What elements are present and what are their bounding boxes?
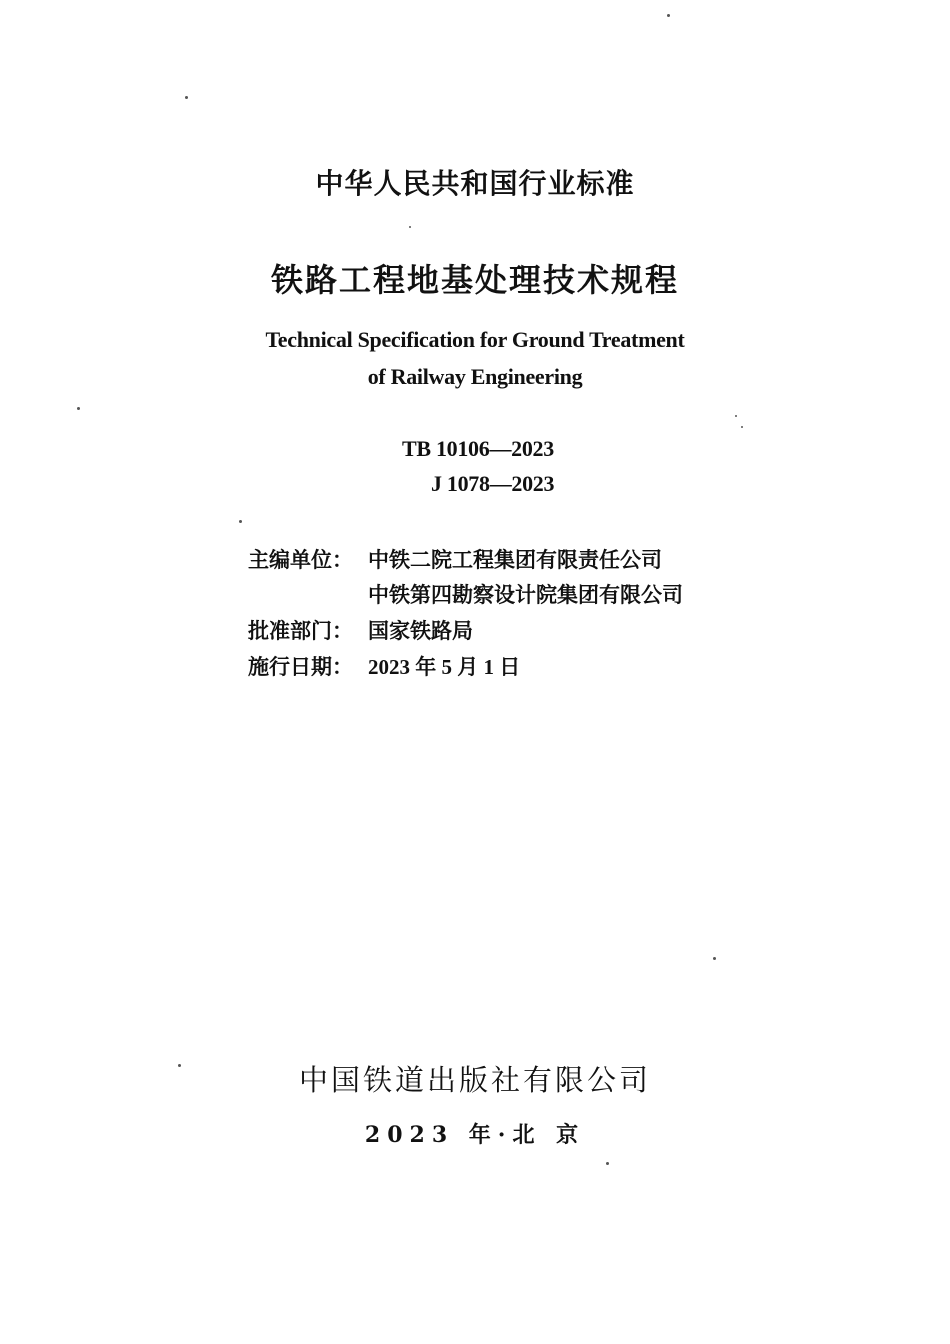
approver-value: 国家铁路局 (368, 619, 473, 643)
scan-speck (713, 957, 716, 960)
scan-speck (606, 1162, 609, 1165)
scan-speck (409, 226, 411, 228)
approver-row (248, 615, 473, 645)
title-english-line-1: Technical Specification for Ground Treatment (265, 327, 685, 352)
standard-category: 中华人民共和国行业标准 (315, 167, 635, 200)
scan-speck (77, 407, 80, 410)
publisher-name: 中国铁道出版社有限公司 (298, 1063, 651, 1097)
editor-label: 主编单位： (248, 548, 353, 572)
title-english-line-2: of Railway Engineering (367, 364, 583, 389)
effective-date-row (248, 651, 520, 681)
publication-year-place: 2023 年·北 京 (364, 1122, 586, 1148)
approver-label: 批准部门： (248, 619, 353, 643)
effective-date-value: 2023 年 5 月 1 日 (368, 655, 521, 679)
standard-code-j: J 1078—2023 (431, 471, 555, 496)
editor-unit-2: 中铁第四勘察设计院集团有限公司 (368, 583, 683, 607)
standard-code-tb: TB 10106—2023 (402, 436, 554, 461)
editor-row (248, 544, 662, 574)
title-chinese: 铁路工程地基处理技术规程 (270, 261, 679, 299)
scan-speck (178, 1064, 181, 1067)
scan-speck (239, 520, 242, 523)
editor-unit-1: 中铁二院工程集团有限责任公司 (368, 548, 662, 572)
scan-speck (735, 415, 737, 417)
scan-speck (667, 14, 670, 17)
effective-date-label: 施行日期： (248, 655, 353, 679)
editor-row-2 (368, 579, 683, 609)
scan-speck (741, 426, 743, 428)
scan-speck (185, 96, 188, 99)
